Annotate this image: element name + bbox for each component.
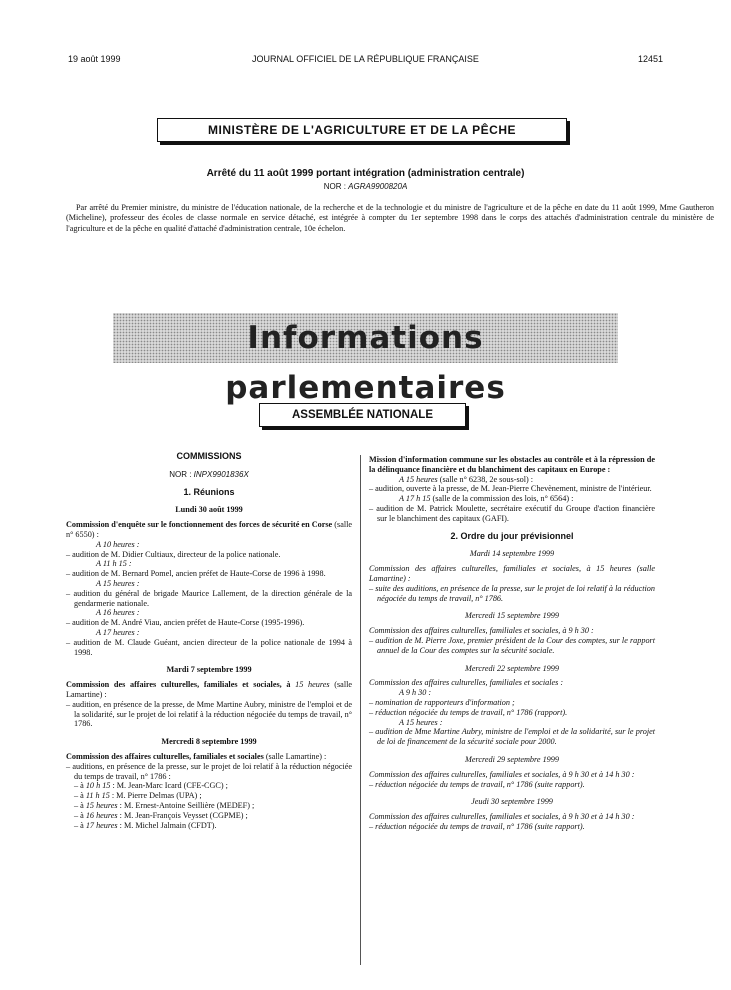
left-column [66, 452, 352, 830]
agenda-subitem: – à 16 heures : M. Jean-François Veysset (CGPME) ; [74, 810, 248, 820]
agenda-item: – audition de M. Patrick Moulette, secrétaire exécutif du Groupe d'action financière sur le blanchiment des capitaux (GAFI). [369, 503, 655, 523]
column-divider [360, 455, 361, 965]
arrete-title: Arrêté du 11 août 1999 portant intégration (administration centrale) [206, 168, 525, 179]
subitem-time: 11 h 15 [85, 791, 110, 801]
header-date: 19 août 1999 [68, 54, 121, 64]
nor-label: NOR : [169, 469, 194, 479]
agenda-item: – audition de M. André Viau, ancien préfet de Haute-Corse (1995-1996). [66, 618, 305, 628]
spacer [66, 657, 352, 665]
commission-title: Commission des affaires culturelles, familiales et sociales, à 15 heures (salle Lamartine) : [369, 564, 655, 583]
spacer [66, 462, 352, 470]
subitem-text: : M. Jean-François Veysset (CGPME) ; [117, 810, 248, 820]
date-heading: Mercredi 22 septembre 1999 [465, 663, 559, 673]
time-label [369, 475, 655, 485]
agenda-item: – réduction négociée du temps de travail, n° 1786 (suite rapport). [369, 821, 585, 831]
time-room: (salle n° 6238, 2e sous-sol) : [437, 474, 534, 484]
date-heading: Lundi 30 août 1999 [175, 505, 243, 515]
commission-room: (salle Lamartine) : [263, 751, 327, 761]
time-value: A 17 h 15 [399, 494, 431, 504]
commission-room: (salle Lamartine) : [66, 680, 353, 699]
banner-title: Informations parlementaires [225, 320, 506, 406]
assemblee-heading-box [259, 403, 466, 427]
commission-title [66, 520, 352, 540]
spacer [369, 656, 655, 664]
agenda-item: – audition, ouverte à la presse, de M. Jean-Pierre Chevènement, ministre de l'intérieur. [369, 484, 652, 494]
commission-name: Commission d'enquête sur le fonctionnement des forces de sécurité en Corse [66, 520, 333, 530]
subitem-text: : M. Jean-Marc Icard (CFE-CGC) ; [110, 781, 228, 791]
mission-title: Mission d'information commune sur les obstacles au contrôle et à la répression de la délinquance financière et du blanchiment des capitaux en Europe : [369, 455, 655, 474]
time-room: (salle de la commission des lois, n° 6564) : [430, 494, 574, 504]
agenda-item: – audition de M. Didier Cultiaux, directeur de la police nationale. [66, 549, 281, 559]
commission-title: Commission des affaires culturelles, familiales et sociales, à 9 h 30 et à 14 h 30 : [369, 769, 635, 779]
agenda-item: – réduction négociée du temps de travail, n° 1786 (rapport). [369, 707, 568, 717]
spacer [369, 747, 655, 755]
header-page-number: 12451 [637, 54, 663, 64]
commission-name: Commission des affaires culturelles, familiales et sociales, à [66, 680, 296, 690]
spacer [66, 497, 352, 505]
arrete-body: Par arrêté du Premier ministre, du ministre de l'éducation nationale, de la recherche et de la technologie et du ministre de l'agriculture et de la pêche en date du 11 août 1999, Mme Gautheron (Micheline), professeur des écoles de classe normale en service détaché, est intégrée à compter du 1er septembre 1998 dans le corps des attachés d'administration centrale du ministère de l'agriculture et de la pêche en qualité d'attaché d'administration centrale, 10e échelon. [66, 203, 714, 233]
nor-code: AGRA9900820A [348, 182, 408, 191]
time-label: A 10 heures : [96, 539, 140, 549]
time-value: A 15 heures [399, 474, 438, 484]
commission-title: Commission des affaires culturelles, familiales et sociales, à 9 h 30 et à 14 h 30 : [369, 812, 635, 822]
date-heading: Mardi 14 septembre 1999 [469, 549, 555, 559]
agenda-subitem: – à 10 h 15 : M. Jean-Marc Icard (CFE-CGC) ; [74, 781, 228, 791]
commission-title: Commission des affaires culturelles, familiales et sociales : [369, 678, 564, 688]
subitem-text: : M. Michel Jalmain (CFDT). [117, 820, 217, 830]
time-label: A 17 heures : [96, 627, 140, 637]
commission-title [66, 752, 352, 762]
agenda-subitem: – à 17 heures : M. Michel Jalmain (CFDT). [74, 820, 217, 830]
agenda-item: – nomination de rapporteurs d'information ; [369, 697, 515, 707]
agenda-item: – audition du général de brigade Maurice Lallement, de la direction générale de la gendarmerie nationale. [66, 588, 352, 608]
agenda-item: – suite des auditions, en présence de la presse, sur le projet de loi relatif à la réduction négociée du temps de travail, n° 1786. [369, 583, 655, 603]
agenda-item: – audition de M. Pierre Joxe, premier président de la Cour des comptes, sur le rapport annuel de la Cour des comptes sur la sécurité sociale. [369, 635, 655, 655]
agenda-item: – audition de Mme Martine Aubry, ministre de l'emploi et de la solidarité, sur le projet de loi de financement de la sécurité sociale pour 2000. [369, 727, 655, 747]
agenda-item: – réduction négociée du temps de travail, n° 1786 (suite rapport). [369, 779, 585, 789]
agenda-subitem: – à 15 heures : M. Ernest-Antoine Seillière (MEDEF) ; [74, 800, 255, 810]
commission-time: 15 heures [295, 680, 330, 690]
subitem-text: : M. Ernest-Antoine Seillière (MEDEF) ; [117, 800, 255, 810]
commissions-heading: COMMISSIONS [176, 451, 242, 461]
nor-label: NOR : [323, 182, 349, 191]
reunions-heading: 1. Réunions [183, 486, 235, 497]
spacer [369, 789, 655, 797]
right-column [369, 455, 655, 832]
time-label: A 9 h 30 : [399, 688, 432, 698]
spacer [66, 729, 352, 737]
ministry-heading: MINISTÈRE DE L'AGRICULTURE ET DE LA PÊCHE [207, 123, 517, 137]
agenda-item: – audition, en présence de la presse, de Mme Martine Aubry, ministre de l'emploi et de la solidarité, sur le projet de loi relatif à la réduction négociée du temps de travail, n° 1786. [66, 699, 352, 729]
date-heading: Mardi 7 septembre 1999 [166, 665, 252, 675]
ministry-heading-box [157, 118, 567, 142]
time-label: A 15 heures : [96, 578, 140, 588]
spacer [369, 541, 655, 549]
section-banner [113, 313, 618, 406]
date-heading: Mercredi 15 septembre 1999 [465, 611, 559, 621]
agenda-subitem: – à 11 h 15 : M. Pierre Delmas (UPA) ; [74, 791, 202, 801]
agenda-item: – audition de M. Bernard Pomel, ancien préfet de Haute-Corse de 1996 à 1998. [66, 569, 326, 579]
commission-room: (salle n° 6550) : [66, 520, 353, 539]
date-heading: Jeudi 30 septembre 1999 [471, 797, 553, 807]
subitem-time: 16 heures [85, 810, 118, 820]
agenda-item: – auditions, en présence de la presse, sur le projet de loi relatif à la réduction négociée du temps de travail, n° 1786 : [66, 761, 352, 781]
agenda-item: – audition de M. Claude Guéant, ancien directeur de la police nationale de 1994 à 1998. [66, 637, 352, 657]
time-label: A 11 h 15 : [96, 559, 132, 569]
date-heading: Mercredi 29 septembre 1999 [465, 754, 559, 764]
commissions-nor [66, 470, 352, 480]
date-heading: Mercredi 8 septembre 1999 [161, 737, 257, 747]
header-journal-title: JOURNAL OFFICIEL DE LA RÉPUBLIQUE FRANÇAISE [252, 54, 479, 64]
subitem-time: 15 heures [85, 800, 118, 810]
commission-title [66, 680, 352, 700]
spacer [369, 603, 655, 611]
time-label: A 15 heures : [399, 717, 443, 727]
assemblee-heading: ASSEMBLÉE NATIONALE [292, 409, 433, 421]
time-label: A 16 heures : [96, 608, 140, 618]
commission-name: Commission des affaires culturelles, familiales et sociales [66, 751, 264, 761]
time-label [369, 494, 655, 504]
commission-title: Commission des affaires culturelles, familiales et sociales, à 9 h 30 : [369, 626, 594, 636]
arrete-nor [0, 182, 731, 191]
subitem-time: 10 h 15 [85, 781, 111, 791]
subitem-text: : M. Pierre Delmas (UPA) ; [109, 791, 202, 801]
ordre-heading: 2. Ordre du jour prévisionnel [450, 530, 574, 541]
subitem-time: 17 heures [85, 820, 118, 830]
nor-code: INPX9901836X [193, 469, 249, 479]
